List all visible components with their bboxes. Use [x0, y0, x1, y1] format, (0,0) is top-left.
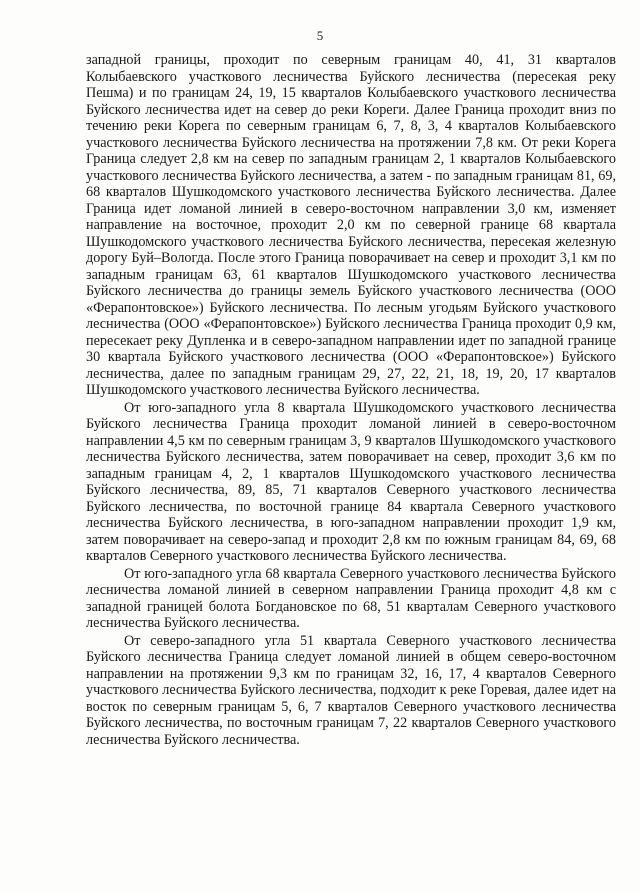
paragraph: От северо-западного угла 51 квартала Северного участкового лесничества Буйского лесничества Граница следует ломаной линией в общем северо-восточном направлении на протяжении 9,3 км по границам 32, 16, 17, 4 кварталов Северного участкового лесничества Буйского лесничества, подходит к реке Горевая, далее идет на восток по северным границам 5, 6, 7 кварталов Северного участкового лесничества Буйского лесничества, по восточным границам 7, 22 кварталов Северного участкового лесничества Буйского лесничества.	[86, 632, 616, 748]
page-number: 5	[316, 28, 324, 43]
paragraph: От юго-западного угла 8 квартала Шушкодомского участкового лесничества Буйского лесничества Граница проходит ломаной линией в северо-восточном направлении 4,5 км по северным границам 3, 9 кварталов Шушкодомского участкового лесничества Буйского лесничества, затем поворачивает на север, проходит 3,6 км по западным границам 4, 2, 1 кварталов Шушкодомского участкового лесничества Буйского лесничества, 89, 85, 71 кварталов Северного участкового лесничества Буйского лесничества, по восточной границе 84 квартала Северного участкового лесничества Буйского лесничества, в юго-западном направлении проходит 1,9 км, затем поворачивает на северо-запад и проходит 2,8 км по южным границам 84, 69, 68 кварталов Северного участкового лесничества Буйского лесничества.	[86, 399, 616, 564]
paragraph: западной границы, проходит по северным границам 40, 41, 31 кварталов Колыбаевского участкового лесничества Буйского лесничества (пересекая реку Пешма) и по границам 24, 19, 15 кварталов Колыбаевского участкового лесничества Буйского лесничества идет на север до реки Кореги. Далее Граница проходит вниз по течению реки Корега по северным границам 6, 7, 8, 3, 4 кварталов Колыбаевского участкового лесничества Буйского лесничества на протяжении 7,8 км. От реки Корега Граница следует 2,8 км на север по западным границам 2, 1 кварталов Колыбаевского участкового лесничества Буйского лесничества, а затем - по западным границам 81, 69, 68 кварталов Шушкодомского участкового лесничества Буйского лесничества. Далее Граница идет ломаной линией в северо-восточном направлении 3,0 км, изменяет направление на восточное, проходит 2,0 км по северной границе 68 квартала Шушкодомского участкового лесничества Буйского лесничества, пересекая железную дорогу Буй–Вологда. После этого Граница поворачивает на север и проходит 3,1 км по западным границам 63, 61 кварталов Шушкодомского участкового лесничества Буйского лесничества до границы земель Буйского участкового лесничества (ООО «Ферапонтовское») Буйского лесничества. По лесным угодьям Буйского участкового лесничества (ООО «Ферапонтовское») Буйского лесничества Граница проходит 0,9 км, пересекает реку Дупленка и в северо-западном направлении идет по западной границе 30 квартала Буйского участкового лесничества (ООО «Ферапонтовское») Буйского лесничества, далее по западным границам 29, 27, 22, 21, 18, 19, 20, 17 кварталов Шушкодомского участкового лесничества Буйского лесничества.	[86, 52, 616, 398]
document-body	[86, 52, 616, 748]
paragraph: От юго-западного угла 68 квартала Северного участкового лесничества Буйского лесничества ломаной линией в северном направлении Граница проходит 4,8 км с западной границей болота Богдановское по 68, 51 кварталам Северного участкового лесничества Буйского лесничества.	[86, 565, 616, 631]
